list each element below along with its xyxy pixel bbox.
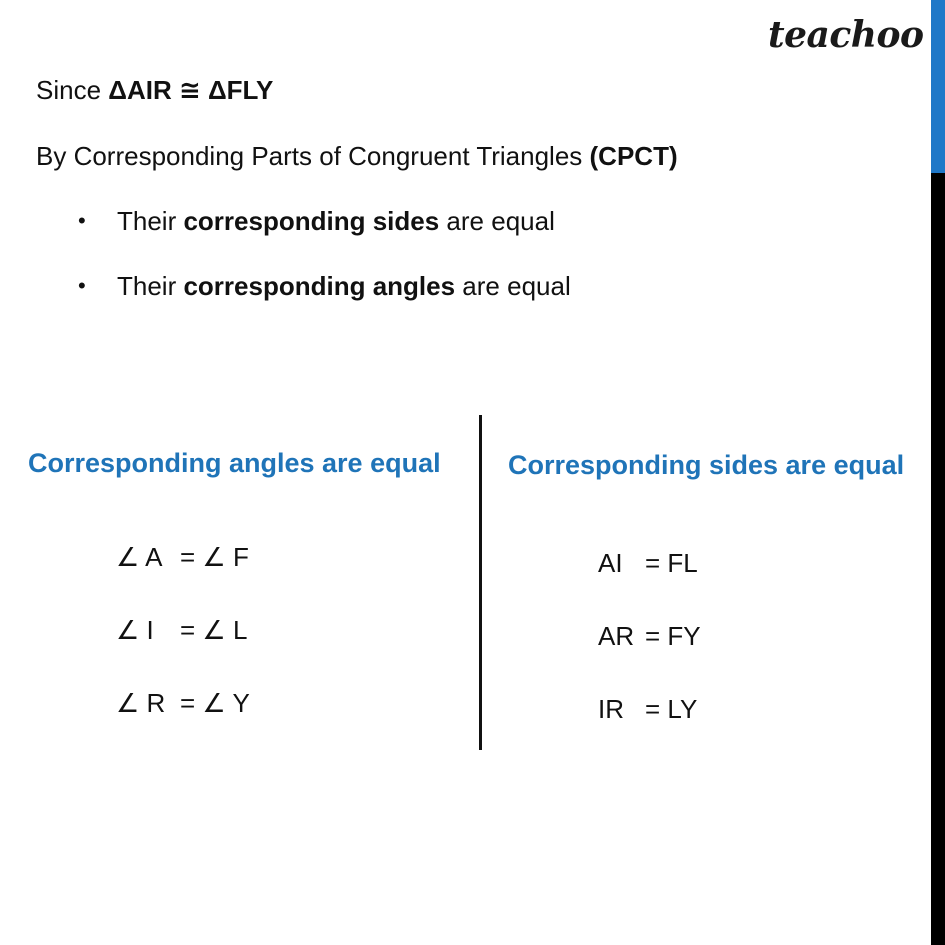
cpct-text: By Corresponding Parts of Congruent Triangles	[36, 141, 590, 171]
bullet-bold: corresponding angles	[183, 271, 456, 301]
angles-heading: Corresponding angles are equal	[28, 448, 441, 478]
side-right: = FY	[645, 621, 701, 651]
bullet-bold: corresponding sides	[183, 206, 440, 236]
bullet-text: Their	[117, 271, 184, 301]
bullet-marker: •	[78, 208, 86, 233]
side-right: = FL	[645, 548, 698, 578]
bullet-text: Their	[117, 206, 184, 236]
teachoo-logo: teachoo	[768, 14, 924, 56]
congruence-statement: ΔAIR ≅ ΔFLY	[108, 75, 274, 105]
bullet-item-angles	[117, 270, 571, 302]
bullet-text: are equal	[439, 206, 555, 236]
cpct-abbrev: (CPCT)	[589, 141, 678, 171]
angle-right: = ∠ F	[180, 542, 249, 572]
sides-heading: Corresponding sides are equal	[508, 450, 905, 480]
angle-right: = ∠ Y	[180, 688, 250, 718]
column-divider	[479, 415, 482, 750]
since-statement	[36, 74, 273, 106]
angle-left: ∠ A	[116, 542, 163, 572]
angle-left: ∠ I	[116, 615, 154, 645]
bullet-text: are equal	[455, 271, 571, 301]
bullet-marker: •	[78, 273, 86, 298]
side-left: AI	[598, 548, 623, 578]
since-prefix: Since	[36, 75, 109, 105]
cpct-statement	[36, 140, 678, 172]
angle-left: ∠ R	[116, 688, 166, 718]
side-right: = LY	[645, 694, 698, 724]
angle-right: = ∠ L	[180, 615, 248, 645]
side-left: IR	[598, 694, 624, 724]
side-left: AR	[598, 621, 635, 651]
bullet-item-sides	[117, 205, 555, 237]
sidebar-dark-bar	[931, 173, 945, 945]
sidebar-accent-bar	[931, 0, 945, 173]
